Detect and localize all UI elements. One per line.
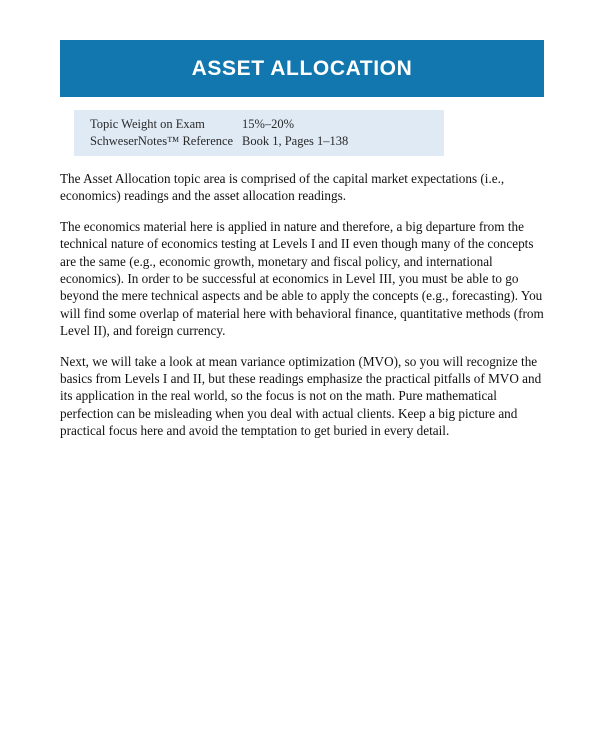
paragraph: Next, we will take a look at mean variance optimization (MVO), so you will recognize the basics from Levels I and II, but these readings emphasize the practical pitfalls of MVO and its application in the real world, so the focus is not on the math. Pure mathematical perfection can be misleading when you deal with actual clients. Keep a big picture and practical focus here and avoid the temptation to get buried in every detail. — [60, 353, 542, 439]
info-value-topic-weight: 15%–20% — [242, 117, 295, 131]
info-row — [90, 133, 444, 150]
info-label-topic-weight: Topic Weight on Exam — [90, 117, 205, 131]
paragraph: The Asset Allocation topic area is comprised of the capital market expectations (i.e., economics) readings and the asset allocation readings. — [60, 171, 505, 204]
topic-info-box — [74, 110, 444, 156]
page-title: ASSET ALLOCATION — [191, 56, 413, 80]
info-label-reference: SchweserNotes™ Reference — [90, 134, 234, 148]
body-content — [60, 170, 544, 453]
paragraph: The economics material here is applied in nature and therefore, a big departure from the technical nature of economics testing at Levels I and II even though many of the concepts are the same (e.g., economic growth, monetary and fiscal policy, and international economics). In order to be successful at economics in Level III, you must be able to go beyond the mere technical aspects and be able to apply the concepts (e.g., forecasting). You will find some overlap of material here with behavioral finance, quantitative methods (from Level II), and foreign currency. — [60, 218, 544, 339]
info-value-reference: Book 1, Pages 1–138 — [242, 134, 349, 148]
info-row — [90, 116, 444, 133]
page-title-banner — [60, 40, 544, 97]
